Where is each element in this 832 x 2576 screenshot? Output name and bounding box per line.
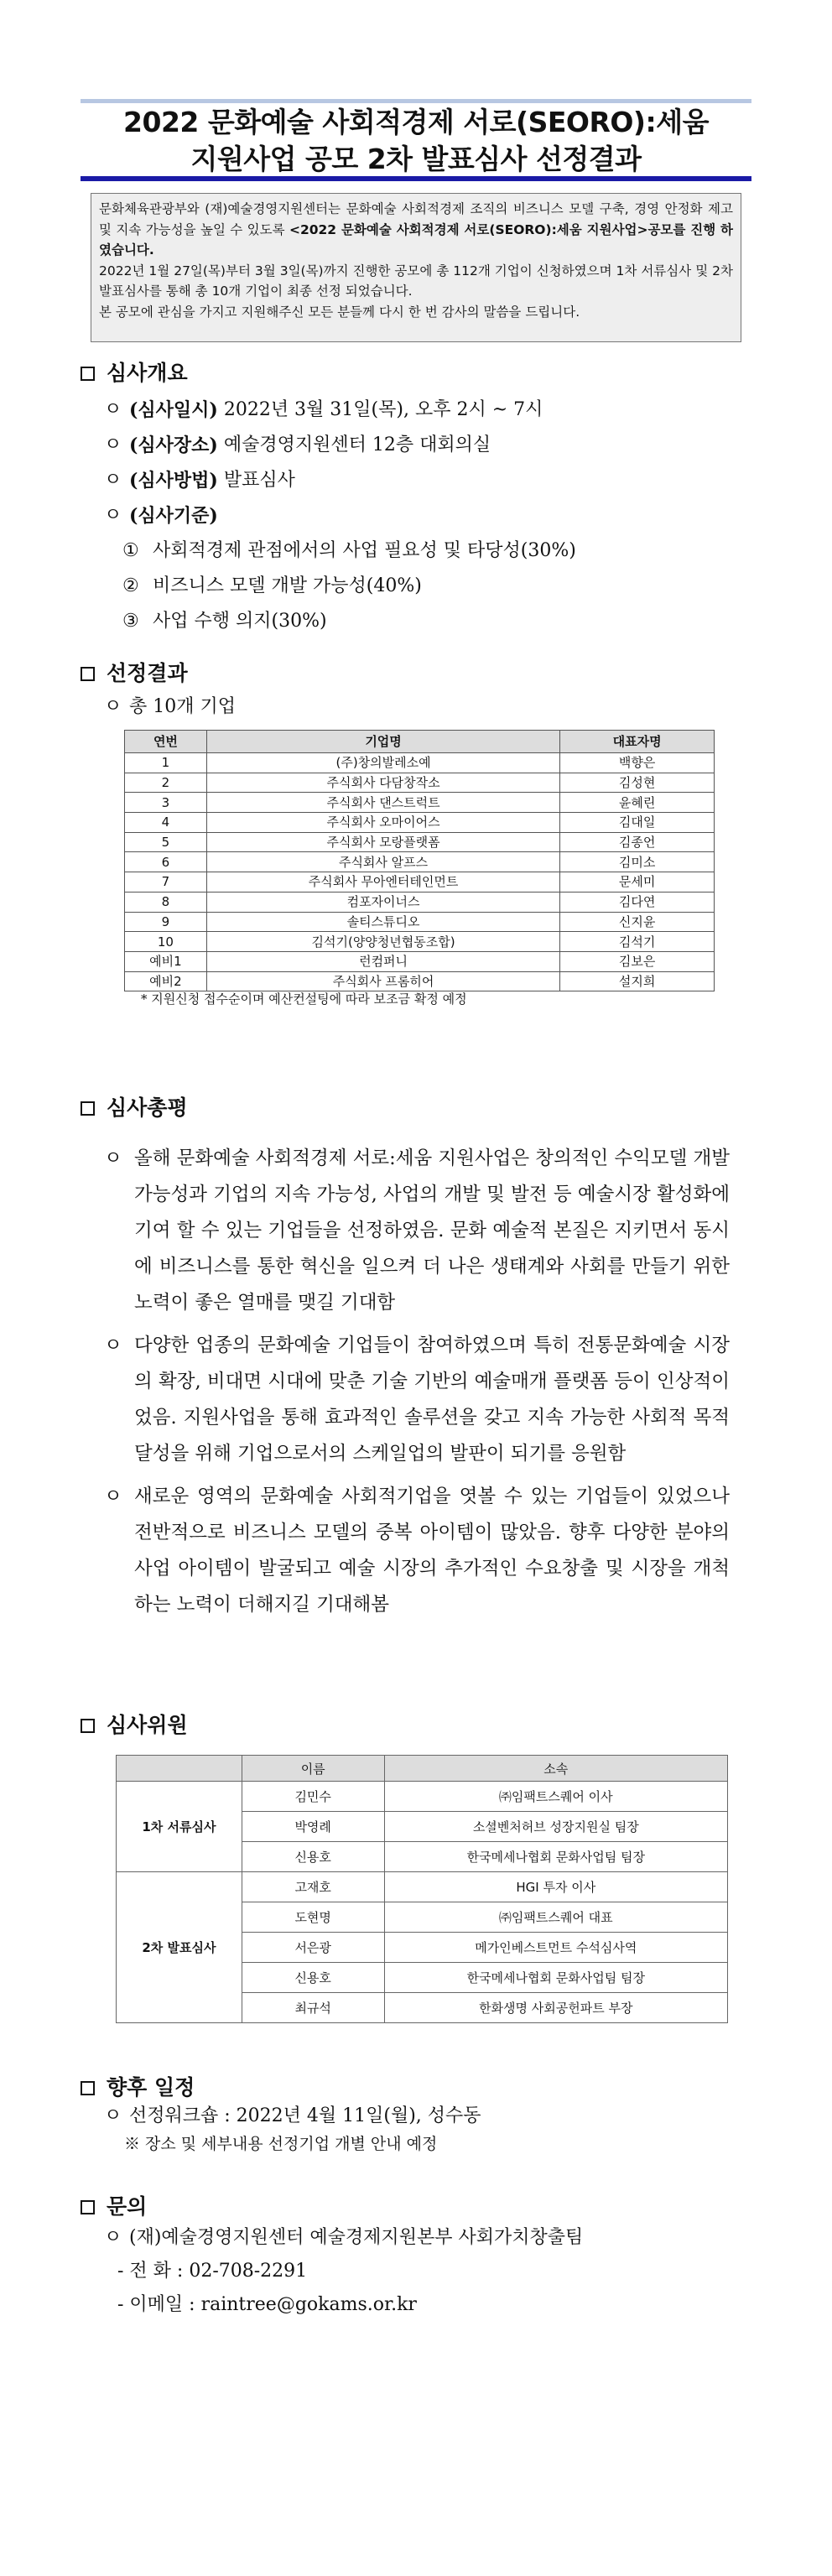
checkbox-square-icon [81,367,95,381]
criteria-text: 비즈니스 모델 개발 가능성(40%) [153,575,422,596]
cell-company: 솔티스튜디오 [206,912,559,932]
column-header: 소속 [384,1756,727,1782]
cell-number: 예비2 [125,971,207,991]
intro-box [91,193,741,342]
cell-ceo: 김다연 [560,892,715,912]
checkbox-square-icon [81,2200,95,2214]
section-heading-text: 심사개요 [107,361,188,385]
cell-company: (주)창의발레소예 [206,753,559,773]
item-value: 예술경영지원센터 12층 대회의실 [223,435,491,455]
cell-affiliation: 소셜벤처허브 성장지원실 팀장 [384,1812,727,1842]
cell-affiliation: 한화생명 사회공헌파트 부장 [384,1993,727,2023]
table-row [125,912,715,932]
cell-name: 박영례 [242,1812,384,1842]
table-row [125,892,715,912]
selection-table [124,730,715,991]
checkbox-square-icon [81,1101,95,1116]
item-label: (심사일시) [129,399,218,421]
table-row [125,932,715,952]
table-row [125,793,715,813]
cell-ceo: 김성현 [560,773,715,793]
cell-ceo: 김종언 [560,832,715,852]
cell-ceo: 김보은 [560,951,715,971]
cell-number: 4 [125,813,207,833]
cell-number: 9 [125,912,207,932]
cell-number: 7 [125,872,207,892]
review-paragraph [81,1479,751,1623]
table-header-row [117,1756,728,1782]
schedule-text: 선정워크숍 : 2022년 4월 11일(월), 성수동 [129,2105,481,2126]
jury-table [116,1755,728,2023]
section-heading [81,659,751,688]
section-heading-text: 향후 일정 [107,2075,195,2100]
cell-ceo: 문세미 [560,872,715,892]
overview-item [81,463,751,498]
bullet-icon: ㅇ [104,470,122,491]
schedule-item [81,2102,751,2131]
schedule-note: ※ 장소 및 세부내용 선정기업 개별 안내 예정 [124,2135,438,2153]
cell-name: 신용호 [242,1842,384,1872]
table-row [125,813,715,833]
cell-number: 10 [125,932,207,952]
table-row [125,971,715,991]
title-line-2: 지원사업 공모 2차 발표심사 선정결과 [190,143,642,175]
column-header: 이름 [242,1756,384,1782]
bullet-icon: ㅇ [104,435,122,455]
section-heading [81,2193,751,2221]
item-label: (심사장소) [129,435,218,456]
cell-ceo: 윤혜린 [560,793,715,813]
cell-company: 주식회사 모랑플랫폼 [206,832,559,852]
column-header: 연번 [125,731,207,753]
stage-cell: 2차 발표심사 [117,1872,242,2023]
checkbox-square-icon [81,1719,95,1733]
cell-ceo: 김미소 [560,852,715,872]
overview-section [81,359,751,639]
intro-paragraph-2: 2022년 1월 27일(목)부터 3월 3일(목)까지 진행한 공모에 총 112개 기업이 신청하였으며 1차 서류심사 및 2차 발표심사를 통해 총 10개 기업이 최종 선정 되었습니다. [99,263,733,299]
bullet-icon: ㅇ [104,696,122,717]
bullet-icon: ㅇ [104,1335,122,1356]
overview-item [81,428,751,463]
item-label: (심사기준) [129,505,218,527]
column-header [117,1756,242,1782]
contact-org-text: (재)예술경영지원센터 예술경제지원본부 사회가치창출팀 [129,2227,584,2248]
cell-number: 예비1 [125,951,207,971]
cell-ceo: 백향은 [560,753,715,773]
table-row [117,1872,728,1902]
contact-section [81,2193,751,2322]
review-text: 올해 문화예술 사회적경제 서로:세움 지원사업은 창의적인 수익모델 개발 가능성과 기업의 지속 가능성, 사업의 개발 및 발전 등 예술시장 활성화에 기여 할 수 있는 기업들을 선정하였음. 문화 예술적 본질은 지키면서 동시에 비즈니스를 통한 혁신을 일으켜 더 나은 생태계와 사회를 만들기 위한 노력이 좋은 열매를 맺길 기대함 [134,1147,730,1314]
column-header: 기업명 [206,731,559,753]
cell-number: 5 [125,832,207,852]
review-paragraph [81,1141,751,1321]
cell-affiliation: 메가인베스트먼트 수석심사역 [384,1933,727,1963]
review-text: 새로운 영역의 문화예술 사회적기업을 엿볼 수 있는 기업들이 있었으나 전반적으로 비즈니스 모델의 중복 아이템이 많았음. 향후 다양한 분야의 사업 아이템이 발굴되고 예술 시장의 추가적인 수요창출 및 시장을 개척하는 노력이 더해지길 기대해봄 [134,1486,730,1616]
cell-number: 8 [125,892,207,912]
criteria-text: 사업 수행 의지(30%) [153,611,327,632]
bullet-icon: ㅇ [104,2227,122,2248]
cell-affiliation: 한국메세나협회 문화사업팀 팀장 [384,1842,727,1872]
table-row [125,872,715,892]
cell-ceo: 김대일 [560,813,715,833]
cell-name: 도현명 [242,1902,384,1933]
cell-number: 3 [125,793,207,813]
cell-name: 고재호 [242,1872,384,1902]
section-heading [81,1094,751,1122]
circled-number: ① [122,540,139,561]
section-heading-text: 문의 [107,2194,148,2219]
intro-paragraph-1 [99,199,733,261]
cell-name: 김민수 [242,1782,384,1812]
cell-company: 주식회사 다담창작소 [206,773,559,793]
table-header-row [125,731,715,753]
table-row [125,773,715,793]
schedule-section [81,2074,751,2157]
criteria-text: 사회적경제 관점에서의 사업 필요성 및 타당성(30%) [153,540,576,561]
circled-number: ③ [122,611,139,632]
selection-section [81,659,751,725]
intro-text-bold: <2022 문화예술 사회적경제 서로(SEORO):세움 지원사업>공모를 진행 하였습니다. [99,221,733,258]
cell-company: 주식회사 오마이어스 [206,813,559,833]
section-heading [81,359,751,388]
cell-affiliation: 한국메세나협회 문화사업팀 팀장 [384,1963,727,1993]
table-row [125,852,715,872]
table-row [125,951,715,971]
criteria-item [81,604,751,639]
overview-item [81,393,751,428]
cell-company: 컴포자이너스 [206,892,559,912]
cell-affiliation: HGI 투자 이사 [384,1872,727,1902]
intro-paragraph-3: 본 공모에 관심을 가지고 지원해주신 모든 분들께 다시 한 번 감사의 말씀을 드립니다. [99,304,580,320]
cell-company: 주식회사 무아엔터테인먼트 [206,872,559,892]
circled-number: ② [122,575,139,596]
bullet-icon: ㅇ [104,399,122,420]
cell-company: 주식회사 알프스 [206,852,559,872]
summary-text: 총 10개 기업 [129,696,236,717]
document-title [81,104,751,178]
item-value: 발표심사 [223,470,295,491]
bullet-icon: ㅇ [104,2105,122,2126]
section-heading-text: 심사총평 [107,1095,188,1120]
title-bottom-rule [81,176,751,181]
criteria-item [81,569,751,604]
cell-affiliation: ㈜임팩트스퀘어 이사 [384,1782,727,1812]
cell-number: 2 [125,773,207,793]
selection-summary [81,690,751,725]
bullet-icon: ㅇ [104,1147,122,1169]
checkbox-square-icon [81,667,95,681]
cell-company: 런컴퍼니 [206,951,559,971]
selection-note: * 지원신청 접수순이며 예산컨설팅에 따라 보조금 확정 예정 [141,991,467,1007]
column-header: 대표자명 [560,731,715,753]
cell-number: 6 [125,852,207,872]
bullet-icon: ㅇ [104,1486,122,1507]
review-paragraph [81,1328,751,1472]
jury-section [81,1711,751,1740]
checkbox-square-icon [81,2081,95,2095]
cell-ceo: 김석기 [560,932,715,952]
title-top-rule [81,99,751,103]
table-row [125,832,715,852]
cell-name: 최규석 [242,1993,384,2023]
table-row [125,753,715,773]
contact-email[interactable]: - 이메일 : raintree@gokams.or.kr [117,2294,417,2315]
cell-company: 주식회사 프롬히어 [206,971,559,991]
stage-cell: 1차 서류심사 [117,1782,242,1872]
contact-org [81,2221,751,2255]
cell-name: 신용호 [242,1963,384,1993]
cell-ceo: 신지윤 [560,912,715,932]
bullet-icon: ㅇ [104,505,122,526]
section-heading [81,2074,751,2102]
cell-affiliation: ㈜임팩트스퀘어 대표 [384,1902,727,1933]
section-heading-text: 선정결과 [107,661,188,685]
contact-phone: - 전 화 : 02-708-2291 [117,2261,308,2282]
cell-company: 주식회사 댄스트럭트 [206,793,559,813]
cell-name: 서은광 [242,1933,384,1963]
cell-ceo: 설지희 [560,971,715,991]
title-line-1: 2022 문화예술 사회적경제 서로(SEORO):세움 [123,106,709,138]
cell-company: 김석기(양양청년협동조합) [206,932,559,952]
criteria-item [81,533,751,569]
item-value: 2022년 3월 31일(목), 오후 2시 ~ 7시 [223,399,543,420]
item-label: (심사방법) [129,470,218,492]
cell-number: 1 [125,753,207,773]
review-section [81,1094,751,1623]
table-row [117,1782,728,1812]
overview-item [81,498,751,533]
review-text: 다양한 업종의 문화예술 기업들이 참여하였으며 특히 전통문화예술 시장의 확장, 비대면 시대에 맞춘 기술 기반의 예술매개 플랫폼 등이 인상적이었음. 지원사업을 통해 효과적인 솔루션을 갖고 지속 가능한 사회적 목적 달성을 위해 기업으로서의 스케일업의 발판이 되기를 응원함 [134,1335,730,1465]
section-heading-text: 심사위원 [107,1713,188,1737]
intro-text: 문화체육관광부와 (재)예술경영지원센터는 문화예술 사회적경제 조직의 비즈니스 모델 구축, 경영 안정화 제고 및 지속 가능성을 높일 수 있도록 [99,201,733,237]
section-heading [81,1711,751,1740]
